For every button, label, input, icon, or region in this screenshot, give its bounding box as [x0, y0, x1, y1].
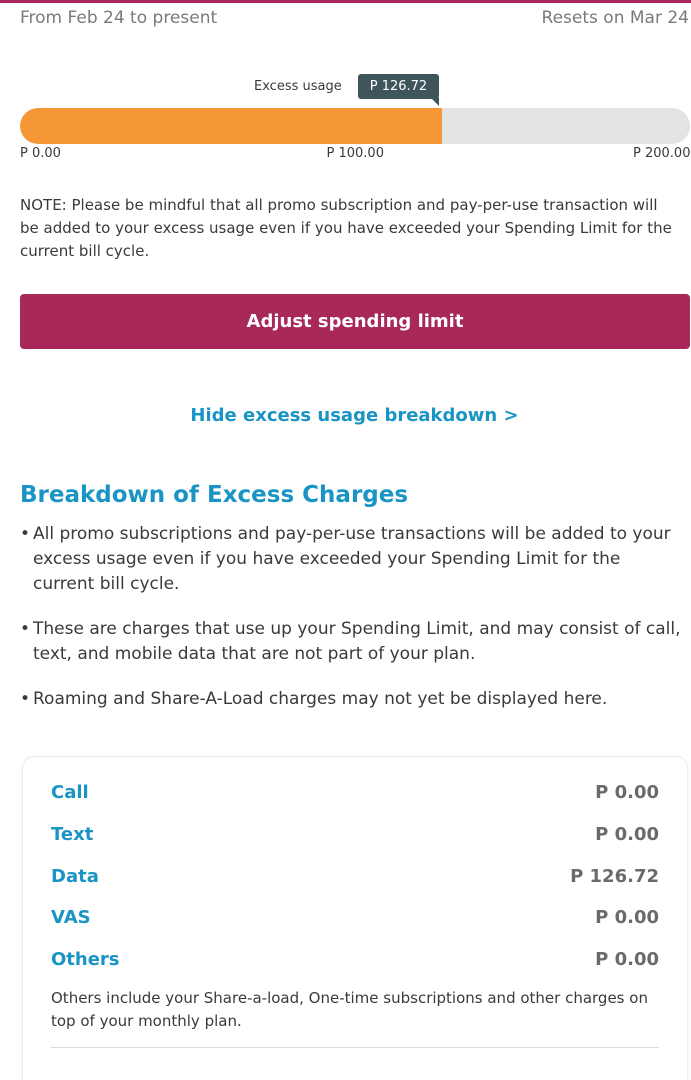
charge-label: VAS	[51, 906, 91, 928]
charge-value: P 0.00	[595, 781, 659, 803]
usage-progress-fill	[20, 108, 442, 144]
hide-breakdown-link[interactable]: Hide excess usage breakdown >	[190, 405, 519, 426]
scale-label-max: P 200.00	[633, 146, 691, 161]
breakdown-title: Breakdown of Excess Charges	[20, 482, 409, 508]
charge-label: Call	[51, 781, 89, 803]
breakdown-bullet-list	[20, 522, 685, 732]
charge-row-vas	[51, 904, 659, 930]
period-reset-text: Resets on Mar 24	[541, 8, 689, 28]
charge-value: P 126.72	[570, 865, 659, 887]
charge-row-data	[51, 863, 659, 889]
card-divider	[51, 1047, 659, 1048]
adjust-spending-limit-button[interactable]: Adjust spending limit	[20, 294, 690, 349]
charge-label: Data	[51, 865, 99, 887]
charge-value: P 0.00	[595, 948, 659, 970]
usage-tooltip	[254, 74, 439, 99]
top-accent-line	[0, 0, 691, 3]
usage-tooltip-label: Excess usage	[254, 79, 342, 94]
others-note: Others include your Share-a-load, One-time subscriptions and other charges on top of your monthly plan.	[51, 989, 648, 1030]
bullet-item: • Roaming and Share-A-Load charges may not yet be displayed here.	[20, 687, 685, 712]
charge-row-text	[51, 821, 659, 847]
charge-label: Text	[51, 823, 94, 845]
charge-value: P 0.00	[595, 906, 659, 928]
billing-period	[20, 8, 689, 28]
charge-row-others	[51, 946, 659, 972]
charge-value: P 0.00	[595, 823, 659, 845]
charges-card	[22, 756, 688, 1080]
usage-scale	[20, 146, 690, 164]
charge-row-call	[51, 779, 659, 805]
charge-label: Others	[51, 948, 120, 970]
bullet-item: • All promo subscriptions and pay-per-use transactions will be added to your excess usage even if you have exceeded your Spending Limit for the current bill cycle.	[20, 522, 685, 597]
scale-label-mid: P 100.00	[326, 146, 384, 161]
usage-tooltip-value: P 126.72	[358, 74, 439, 99]
bullet-item: • These are charges that use up your Spending Limit, and may consist of call, text, and mobile data that are not part of your plan.	[20, 617, 685, 667]
scale-label-min: P 0.00	[20, 146, 61, 161]
period-start-text: From Feb 24 to present	[20, 8, 218, 28]
usage-progress-bar	[20, 108, 690, 144]
spending-limit-note: NOTE: Please be mindful that all promo subscription and pay-per-use transaction will be added to your excess usage even if you have exceeded your Spending Limit for the current bill cycle.	[20, 196, 672, 260]
